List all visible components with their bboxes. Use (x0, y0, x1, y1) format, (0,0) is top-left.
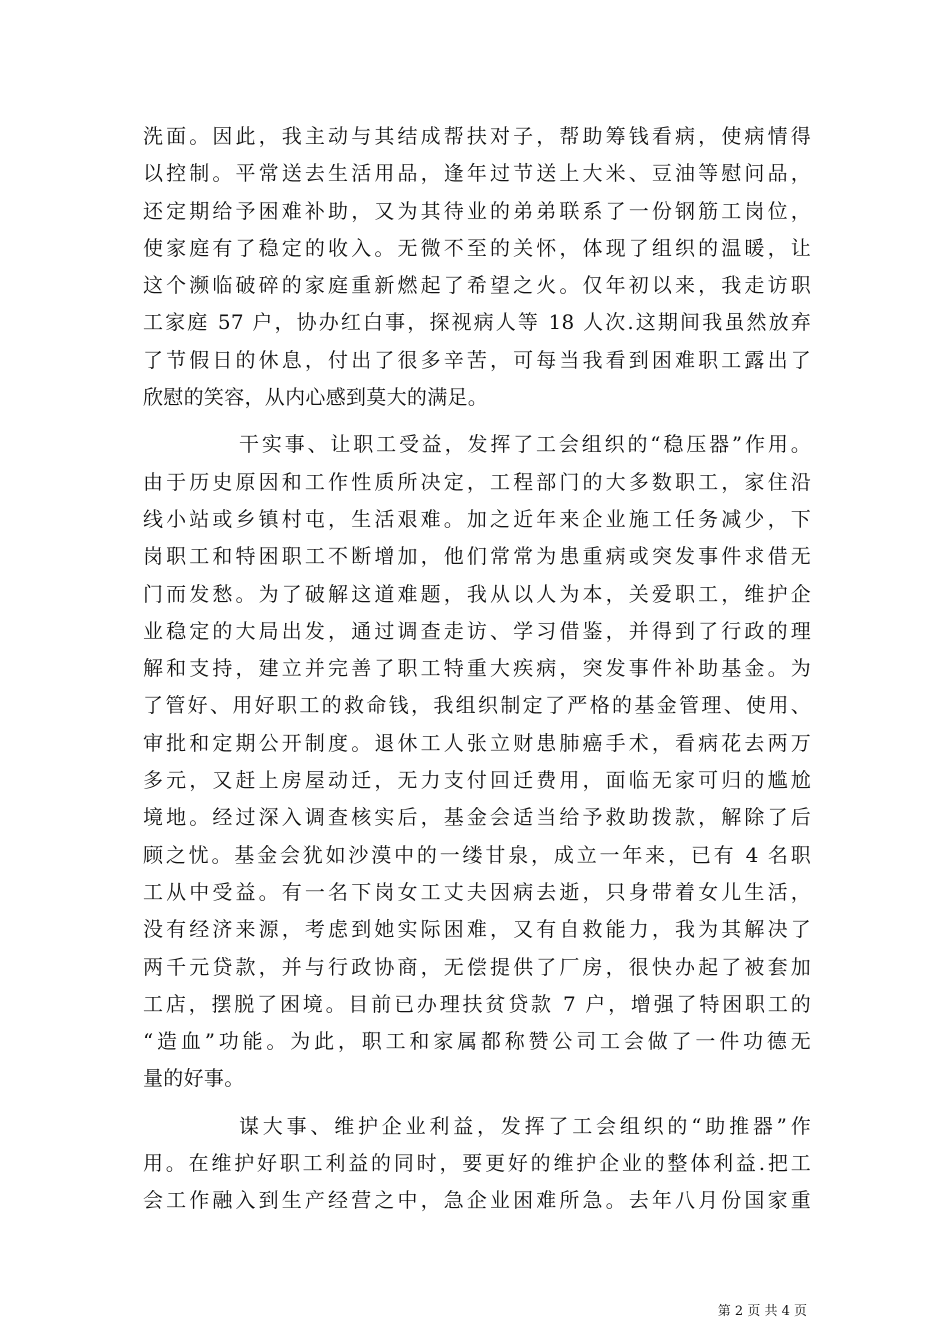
text-line: 工店，摆脱了困境。目前已办理扶贫贷款 7 户，增强了特困职工的 (143, 991, 811, 1016)
text-line: 境地。经过深入调查核实后，基金会适当给予救助拨款，解除了后 (143, 805, 811, 830)
text-line: 审批和定期公开制度。退休工人张立财患肺癌手术，看病花去两万 (143, 730, 811, 755)
text-line: 欣慰的笑容，从内心感到莫大的满足。 (143, 385, 489, 410)
paragraph-2 (143, 426, 811, 1097)
text-line: 多元，又赶上房屋动迁，无力支付回迁费用，面临无家可归的尴尬 (143, 768, 811, 793)
paragraph-1 (143, 118, 811, 416)
text-line: 使家庭有了稳定的收入。无微不至的关怀，体现了组织的温暖，让 (143, 235, 811, 260)
text-line: 业稳定的大局出发，通过调查走访、学习借鉴，并得到了行政的理 (143, 618, 811, 643)
body-text (143, 118, 811, 1220)
text-line: 没有经济来源，考虑到她实际困难，又有自救能力，我为其解决了 (143, 917, 811, 942)
text-line: 以控制。平常送去生活用品，逢年过节送上大米、豆油等慰问品， (143, 161, 811, 186)
text-line: 两千元贷款，并与行政协商，无偿提供了厂房，很快办起了被套加 (143, 954, 811, 979)
paragraph-gap (143, 1098, 811, 1108)
text-line: 顾之忧。基金会犹如沙漠中的一缕甘泉，成立一年来，已有 4 名职 (143, 842, 811, 867)
page-number: 第 2 页 共 4 页 (717, 1304, 807, 1319)
text-line: 还定期给予困难补助，又为其待业的弟弟联系了一份钢筋工岗位， (143, 198, 811, 223)
text-line: 线小站或乡镇村屯，生活艰难。加之近年来企业施工任务减少，下 (143, 506, 811, 531)
text-line: 由于历史原因和工作性质所决定，工程部门的大多数职工，家住沿 (143, 469, 811, 494)
paragraph-gap (143, 416, 811, 426)
text-line: 岗职工和特困职工不断增加，他们常常为患重病或突发事件求借无 (143, 544, 811, 569)
text-line: 谋大事、维护企业利益，发挥了工会组织的“助推器”作 (239, 1113, 811, 1138)
text-line: 了管好、用好职工的救命钱，我组织制定了严格的基金管理、使用、 (143, 693, 811, 718)
text-line: 用。在维护好职工利益的同时，要更好的维护企业的整体利益.把工 (143, 1151, 811, 1176)
text-line: 工从中受益。有一名下岗女工丈夫因病去逝，只身带着女儿生活， (143, 879, 811, 904)
text-line: “造血”功能。为此，职工和家属都称赞公司工会做了一件功德无 (143, 1029, 811, 1054)
text-line: 这个濒临破碎的家庭重新燃起了希望之火。仅年初以来，我走访职 (143, 273, 811, 298)
text-line: 解和支持，建立并完善了职工特重大疾病，突发事件补助基金。为 (143, 656, 811, 681)
text-line: 门而发愁。为了破解这道难题，我从以人为本，关爱职工，维护企 (143, 581, 811, 606)
text-line: 量的好事。 (143, 1066, 245, 1091)
text-line: 了节假日的休息，付出了很多辛苦，可每当我看到困难职工露出了 (143, 347, 811, 372)
text-line: 干实事、让职工受益，发挥了工会组织的“稳压器”作用。 (239, 432, 811, 457)
text-line: 会工作融入到生产经营之中，急企业困难所急。去年八月份国家重 (143, 1188, 811, 1213)
paragraph-3 (143, 1108, 811, 1220)
text-line: 工家庭 57 户，协办红白事，探视病人等 18 人次.这期间我虽然放弃 (143, 310, 811, 335)
text-line: 洗面。因此，我主动与其结成帮扶对子，帮助筹钱看病，使病情得 (143, 124, 811, 148)
